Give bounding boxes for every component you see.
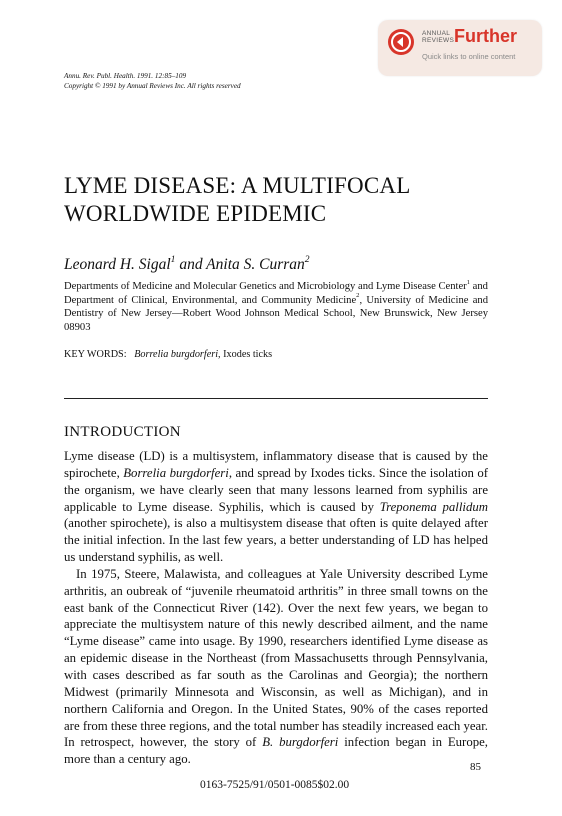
keyword-borrelia: Borrelia burgdorferi, bbox=[134, 349, 221, 360]
article-code: 0163-7525/91/0501-0085$02.00 bbox=[200, 779, 350, 791]
p2-text-c: infection began in Europe, more than a century ago. bbox=[64, 735, 488, 767]
journal-citation bbox=[64, 71, 241, 91]
p1-text-e: (another spirochete), is also a multisystem disease that often is quite delayed after the initial infection. In the last few years, a better understanding of LD has helped us understand syphilis, as well. bbox=[64, 516, 488, 565]
p2-italic-b-burgdorferi: B. burgdorferi bbox=[262, 735, 339, 750]
badge-annual-label: ANNUAL bbox=[422, 30, 451, 37]
play-arrow-icon bbox=[388, 29, 414, 55]
paragraph-1 bbox=[64, 448, 488, 566]
affiliation-part-3: , University of Medicine and Dentistry of New Jersey—Robert Wood Johnson Medical School, New Brunswick, New Jersey 08903 bbox=[64, 294, 489, 333]
badge-further-label: Further bbox=[454, 26, 517, 46]
citation-line-1: Annu. Rev. Publ. Health. 1991. 12:85–109 bbox=[64, 72, 187, 80]
p1-text-c: , and spread by Ixodes ticks. Since the isolation of the organism, we have clearly seen that many lessons learned from syphilis are applicable to Lyme disease. Syphilis, which is caused by bbox=[64, 465, 488, 514]
p1-text-a: Lyme disease (LD) is a multisystem, inflammatory disease that is caused by the spirochete, bbox=[64, 449, 488, 480]
p1-italic-treponema: Treponema pallidum bbox=[379, 499, 488, 514]
affiliation-mark-1: 1 bbox=[466, 278, 470, 286]
author-2-affiliation-mark: 2 bbox=[304, 253, 310, 265]
key-words bbox=[64, 349, 272, 360]
affiliation-part-2: and Department of Clinical, Environmental, and Community Medicine bbox=[64, 281, 488, 306]
author-1-name: Leonard H. Sigal bbox=[64, 256, 171, 273]
author-affiliations bbox=[64, 280, 488, 334]
author-1-affiliation-mark: 1 bbox=[170, 253, 176, 265]
title-line-1: LYME DISEASE: A MULTIFOCAL bbox=[64, 173, 411, 198]
keyword-ixodes: Ixodes ticks bbox=[220, 349, 273, 360]
affiliation-part-1: Departments of Medicine and Molecular Genetics and Microbiology and Lyme Disease Center bbox=[64, 281, 467, 292]
annual-reviews-further-badge[interactable] bbox=[378, 20, 542, 76]
p1-italic-borrelia: Borrelia burgdorferi bbox=[123, 465, 229, 480]
section-divider bbox=[64, 398, 488, 399]
badge-subtitle: Quick links to online content bbox=[422, 52, 516, 61]
affiliation-mark-2: 2 bbox=[356, 292, 360, 300]
author-2-name: Anita S. Curran bbox=[206, 256, 305, 273]
title-line-2: WORLDWIDE EPIDEMIC bbox=[64, 201, 327, 226]
body-text bbox=[64, 448, 488, 768]
citation-line-2: Copyright © 1991 by Annual Reviews Inc. All rights reserved bbox=[64, 82, 241, 90]
paragraph-2 bbox=[64, 566, 488, 768]
author-connector: and bbox=[175, 256, 207, 273]
author-list bbox=[64, 253, 310, 274]
keywords-label: KEY WORDS: bbox=[64, 349, 127, 360]
page-number: 85 bbox=[470, 761, 481, 773]
section-heading-introduction: INTRODUCTION bbox=[64, 424, 181, 440]
p2-text-a: In 1975, Steere, Malawista, and colleagues at Yale University described Lyme arthritis, an oubreak of “juvenile rheumatoid arthritis” in three small towns on the east bank of the Connecticut River (142). Over the next few years, we began to appreciate the multisystem nature of this newly described ailment, and the name “Lyme disease” came into usage. By 1990, researchers identified Lyme disease as an epidemic disease in the Northeast (from Massachusetts through Pennsylvania, with cases described as far south as the Carolinas and Georgia); the northern Midwest (primarily Minnesota and Wisconsin, as well as Michigan), and in northern California and Oregon. In the United States, 90% of the cases reported are from these three regions, and the total number has steadily increased each year. In retrospect, however, the story of bbox=[64, 566, 488, 750]
article-title bbox=[64, 172, 410, 228]
badge-reviews-label: REVIEWS bbox=[422, 37, 455, 44]
